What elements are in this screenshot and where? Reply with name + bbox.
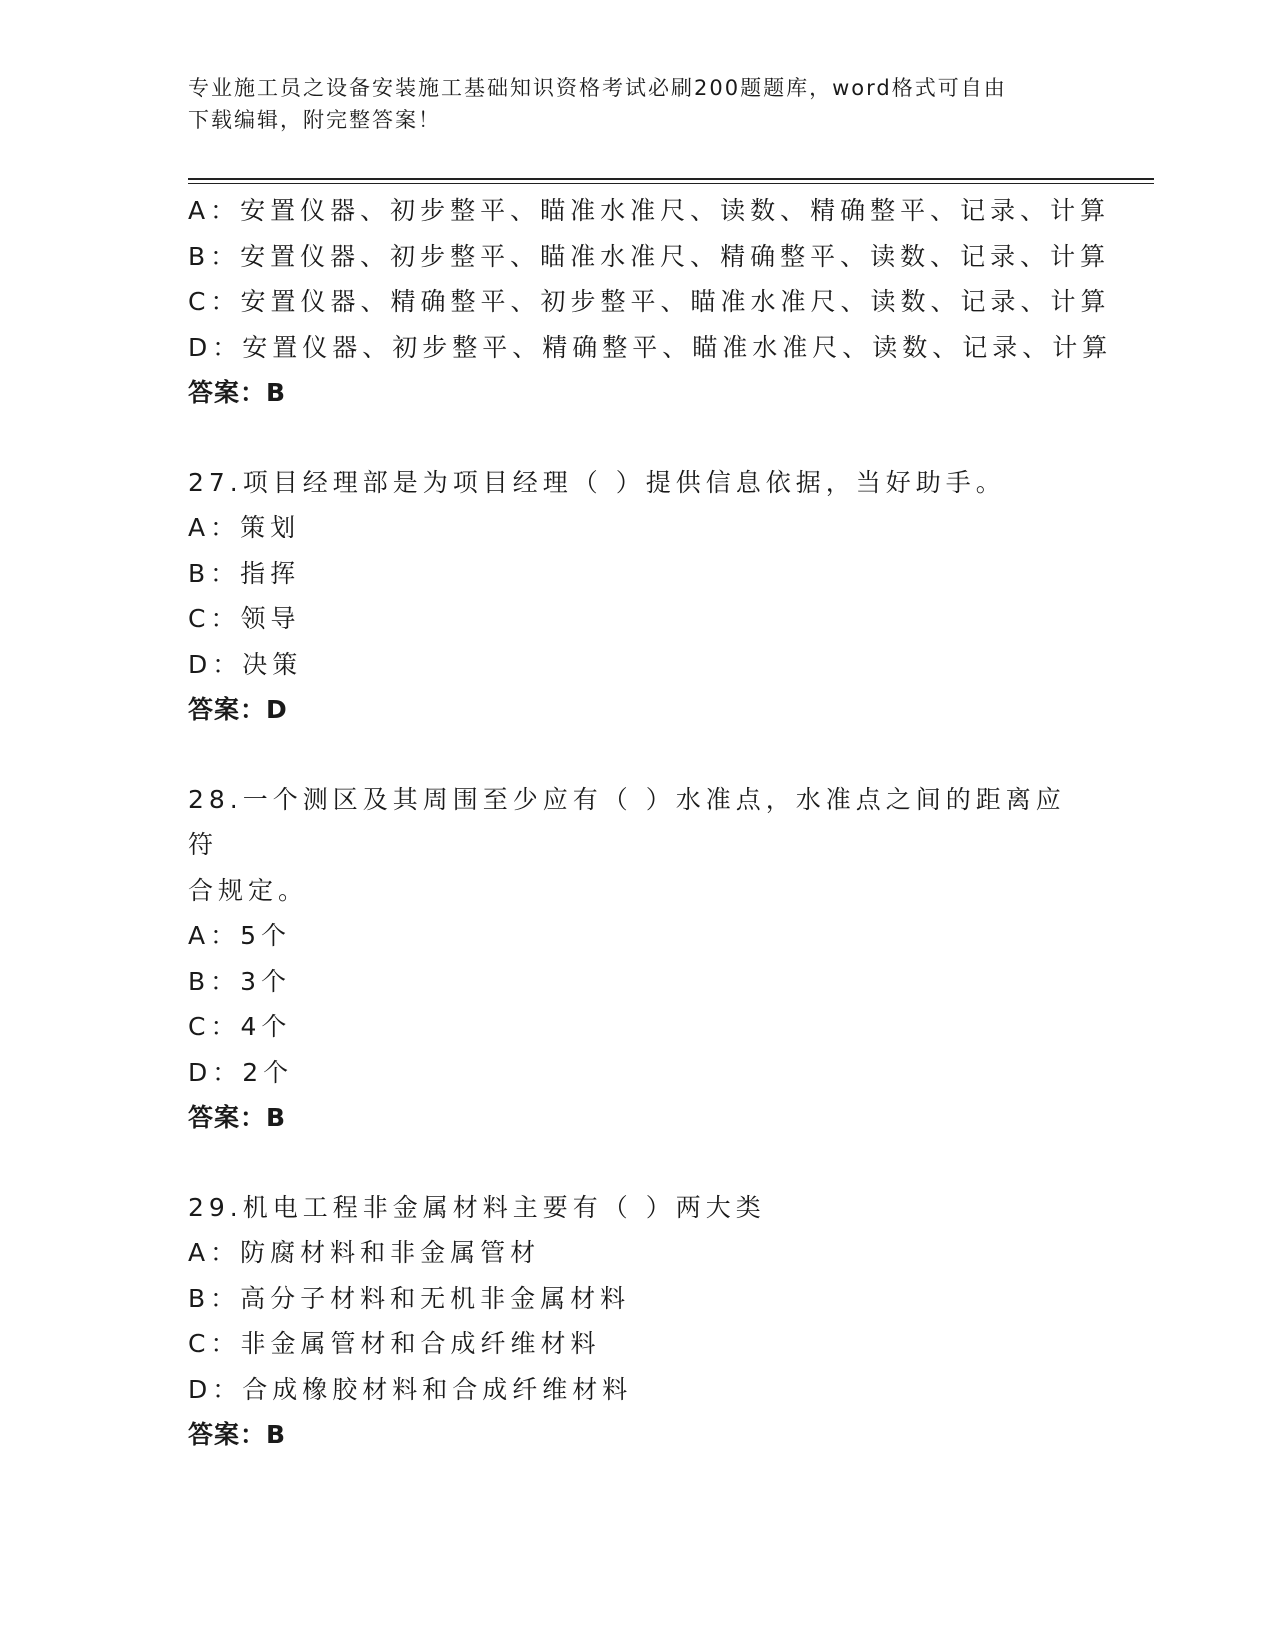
option-c	[188, 279, 1111, 325]
answer-line: 答案：B	[188, 378, 287, 407]
option-text: 3个	[240, 966, 292, 996]
option-c	[188, 596, 1068, 642]
option-text: 安置仪器、初步整平、精确整平、瞄准水准尺、读数、记录、计算	[242, 332, 1113, 362]
option-text: 策划	[240, 513, 301, 542]
answer-line: 答案：B	[188, 1420, 287, 1449]
question-gap	[188, 416, 1068, 460]
option-text: 非金属管材和合成纤维材料	[240, 1329, 601, 1358]
option-text: 合成橡胶材料和合成纤维材料	[242, 1374, 633, 1404]
option-text: 安置仪器、初步整平、瞄准水准尺、精确整平、读数、记录、计算	[240, 241, 1111, 271]
option-key: A：	[188, 921, 241, 950]
option-d	[188, 1050, 1068, 1096]
option-key: C：	[188, 604, 241, 633]
option-d	[188, 642, 1068, 688]
option-key: D：	[188, 1374, 243, 1404]
question-26	[188, 188, 1113, 416]
question-title-line-1: 28.一个测区及其周围至少应有（ ）水准点，水准点之间的距离应符	[188, 784, 1066, 859]
question-28	[188, 777, 1068, 1141]
header-divider-thin	[188, 183, 1154, 184]
option-a	[188, 913, 1068, 959]
question-gap	[188, 733, 1068, 777]
option-key: C：	[188, 287, 241, 316]
option-d	[188, 1367, 1068, 1413]
option-c	[188, 1321, 1068, 1367]
header-line-2: 下载编辑，附完整答案！	[188, 108, 441, 132]
answer-line: 答案：B	[188, 1103, 287, 1132]
question-29	[188, 1185, 1068, 1458]
option-key: B：	[188, 966, 241, 996]
option-text: 防腐材料和非金属管材	[240, 1238, 541, 1267]
option-c	[188, 1004, 1068, 1050]
option-text: 决策	[242, 649, 303, 679]
answer-line: 答案：D	[188, 695, 288, 724]
option-key: A：	[188, 196, 241, 225]
option-key: A：	[188, 1238, 241, 1267]
document-header	[188, 72, 1068, 136]
option-d	[188, 325, 1113, 371]
question-gap	[188, 1141, 1068, 1185]
option-key: D：	[188, 649, 243, 679]
option-key: B：	[188, 558, 241, 588]
option-key: C：	[188, 1012, 241, 1041]
header-divider-thick	[188, 178, 1154, 180]
question-title: 29.机电工程非金属材料主要有（ ）两大类	[188, 1192, 766, 1222]
option-key: A：	[188, 513, 241, 542]
option-key: D：	[188, 332, 243, 362]
option-key: C：	[188, 1329, 241, 1358]
option-b	[188, 1276, 1068, 1322]
question-title: 27.项目经理部是为项目经理（ ）提供信息依据，当好助手。	[188, 467, 1006, 497]
option-text: 2个	[242, 1057, 294, 1087]
question-list	[188, 188, 1113, 1458]
option-text: 4个	[240, 1012, 292, 1041]
option-text: 5个	[240, 921, 292, 950]
option-b	[188, 234, 1111, 280]
option-a	[188, 505, 1068, 551]
option-b	[188, 959, 1068, 1005]
question-title-line-2: 合规定。	[188, 875, 309, 905]
option-b	[188, 551, 1068, 597]
option-text: 安置仪器、精确整平、初步整平、瞄准水准尺、读数、记录、计算	[240, 287, 1111, 316]
option-text: 高分子材料和无机非金属材料	[240, 1283, 631, 1313]
header-line-1: 专业施工员之设备安装施工基础知识资格考试必刷200题题库，word格式可自由	[188, 76, 1007, 100]
option-a	[188, 1230, 1068, 1276]
option-a	[188, 188, 1111, 234]
option-text: 领导	[240, 604, 301, 633]
option-text: 指挥	[240, 558, 301, 588]
option-key: B：	[188, 241, 241, 271]
option-key: B：	[188, 1283, 241, 1313]
option-key: D：	[188, 1057, 243, 1087]
option-text: 安置仪器、初步整平、瞄准水准尺、读数、精确整平、记录、计算	[240, 196, 1111, 225]
question-27	[188, 460, 1068, 733]
